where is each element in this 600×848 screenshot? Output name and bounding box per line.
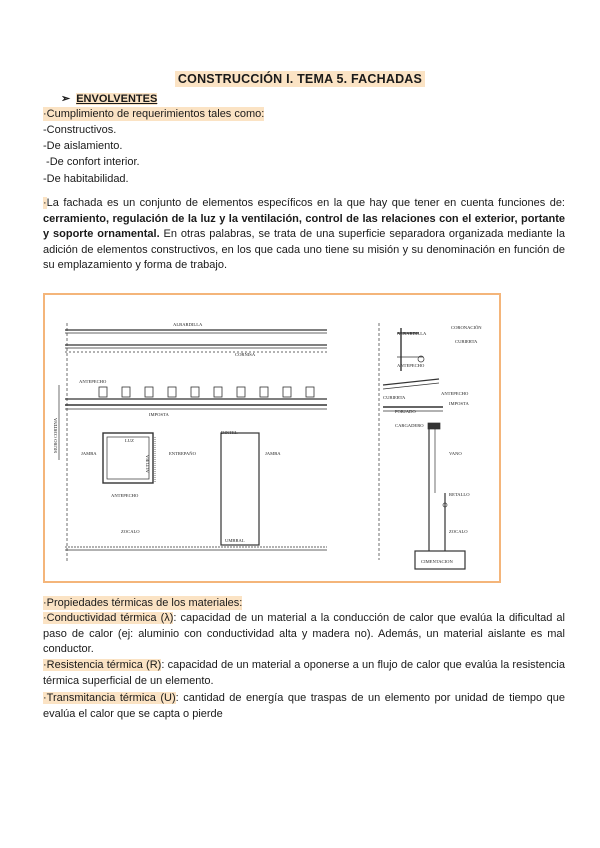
label-jamba-left: JAMBA (81, 451, 97, 456)
label-coronacion: CORONACIÓN (451, 325, 482, 330)
label-altura: ALTURA (145, 454, 150, 473)
label-antepecho: ANTEPECHO (79, 379, 107, 384)
label-albardilla: ALBARDILLA (173, 322, 203, 327)
thermal-heading: ·Propiedades térmicas de los materiales: (43, 597, 243, 609)
arrow-bullet-icon: ➢ (61, 93, 71, 105)
facade-diagram (43, 293, 501, 583)
label-arrastrado: ANTEPECHO (441, 391, 469, 396)
label-dintel: DINTEL (221, 430, 238, 435)
label-antepecho-right: ANTEPECHO (397, 363, 425, 368)
label-muro: MURO CORTINA (53, 417, 58, 453)
requirement-item: -Constructivos. (43, 124, 117, 136)
label-albardilla-right: ALBARDILLA (397, 331, 427, 336)
label-cubierta-plana: CUBIERTA (455, 339, 478, 344)
label-luz: LUZ (125, 438, 134, 443)
label-cornisa: CORNISA (235, 352, 256, 357)
requirements-intro: ·Cumplimiento de requerimientos tales como: (43, 108, 265, 120)
label-imposta: IMPOSTA (149, 412, 169, 417)
section-heading: ➢ ENVOLVENTES (61, 93, 158, 105)
label-antepecho-window: ANTEPECHO (111, 493, 139, 498)
thermal-transmitancia: ·Transmitancia térmica (U): cantidad de energía que traspas de un elemento por unidad de tiempo que evalúa el calor que se capta o pierde (43, 692, 566, 720)
facade-paragraph: ·La fachada es un conjunto de elementos específicos en la que hay que tener en cuenta funciones de: cerramiento, regulación de la luz y la ventilación, control de las relaciones con el exterior, portante y soporte ornamental. En otras palabras, se trata de una superficie separadora organizada mediante la adición de elementos constructivos, en los que cada uno tiene su misión y su denominación en función de su emplazamiento y forma de trabajo. (43, 197, 565, 271)
label-impostas-right: IMPOSTA (449, 401, 469, 406)
label-jamba-right: JAMBA (265, 451, 281, 456)
requirement-item: -De aislamiento. (43, 140, 123, 152)
label-vano: VANO (449, 451, 462, 456)
label-cubierta: CUBIERTA (383, 395, 406, 400)
label-zocalo-left: ZOCALO (121, 529, 140, 534)
label-cargadero: CARGADERO (395, 423, 424, 428)
label-zocalo-right: ZOCALO (449, 529, 468, 534)
requirement-item: -De habitabilidad. (43, 173, 129, 185)
label-umbral: UMBRAL (225, 538, 245, 543)
requirement-item: -De confort interior. (43, 156, 140, 168)
label-entrepano: ENTREPAÑO (169, 451, 196, 456)
label-forjado: FORJADO (395, 409, 416, 414)
page-title: CONSTRUCCIÓN I. TEMA 5. FACHADAS (0, 72, 600, 86)
thermal-conductividad: ·Conductividad térmica (λ): capacidad de un material a la conducción de calor que evalúa la dificultad al paso de calor (ej: aluminio con conductividad alta y madera no). Además, un material aislante es mal conductor. (43, 612, 565, 655)
thermal-resistencia: ·Resistencia térmica (R): capacidad de un material a oponerse a un flujo de calor que evalúa la resistencia térmica superficial de un elemento. (43, 659, 565, 687)
label-retallo: RETALLO (449, 492, 470, 497)
label-cimentacion: CIMENTACION (421, 559, 453, 564)
